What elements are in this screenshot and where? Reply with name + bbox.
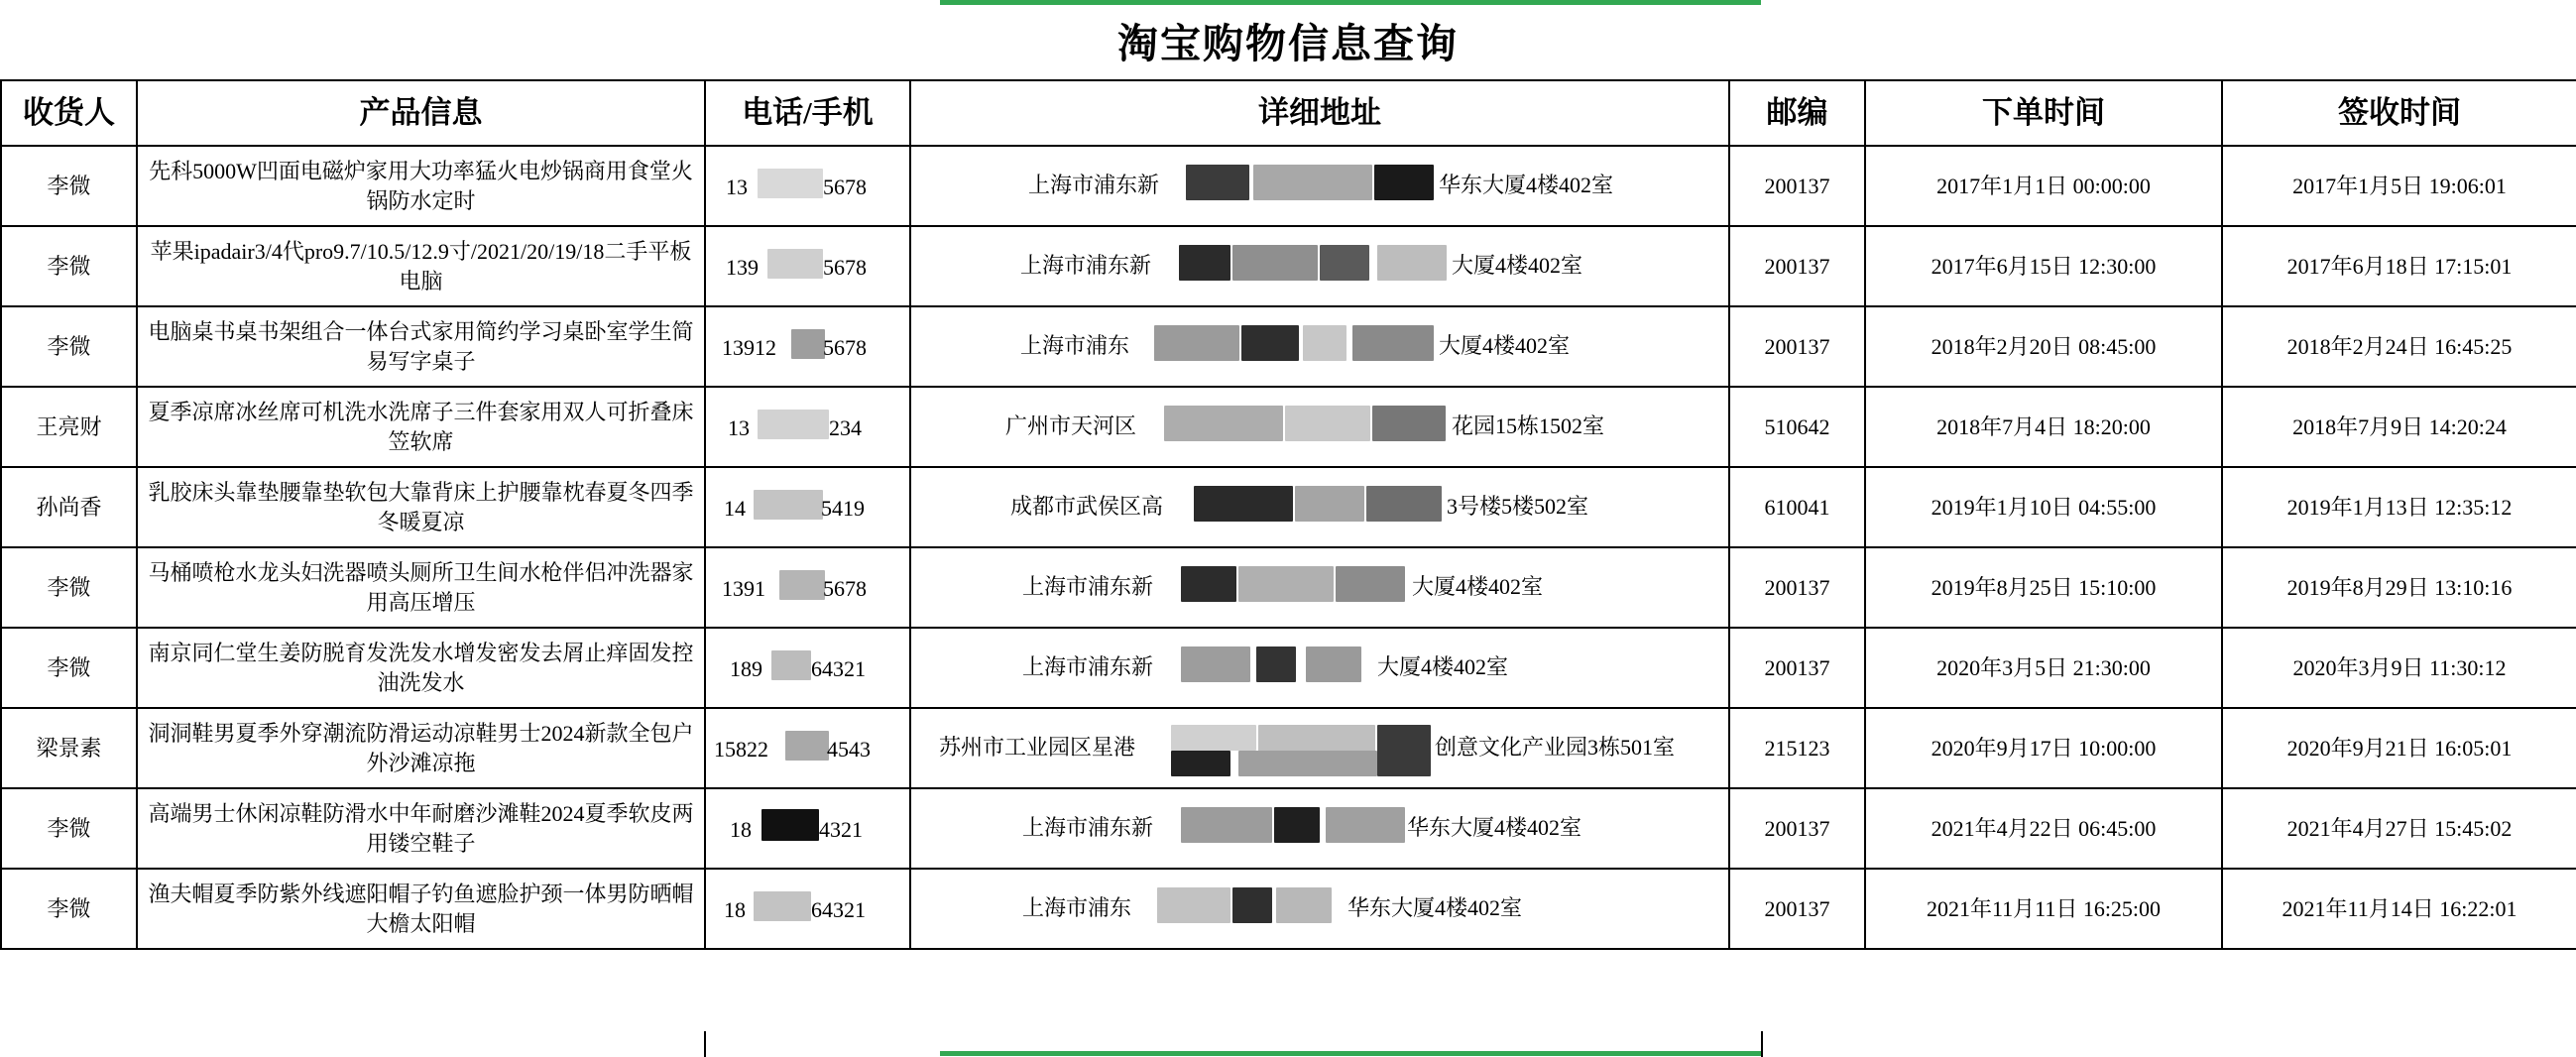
cell-order-time: 2019年1月10日 04:55:00 — [1865, 467, 2222, 547]
redaction-block — [1320, 245, 1369, 281]
cell-address: 上海市浦东新 华东大厦4楼402室 — [910, 146, 1729, 226]
cell-sign-time: 2021年11月14日 16:22:01 — [2222, 869, 2576, 949]
redaction-block — [1154, 325, 1239, 361]
table-row — [1, 547, 2576, 628]
cell-recipient: 李微 — [1, 547, 137, 628]
cell-phone: 15822 4543 — [705, 708, 910, 788]
cell-product: 乳胶床头靠垫腰靠垫软包大靠背床上护腰靠枕春夏冬四季冬暖夏凉 — [137, 467, 705, 547]
cell-address: 上海市浦东新 大厦4楼402室 — [910, 226, 1729, 306]
cell-phone: 13 5678 — [705, 146, 910, 226]
column-header-product: 产品信息 — [137, 80, 705, 146]
cell-postcode: 200137 — [1729, 306, 1865, 387]
cell-postcode: 200137 — [1729, 547, 1865, 628]
redaction-block — [1372, 406, 1446, 441]
table-row — [1, 146, 2576, 226]
cell-product: 马桶喷枪水龙头妇洗器喷头厕所卫生间水枪伴侣冲洗器家用高压增压 — [137, 547, 705, 628]
cell-address: 广州市天河区 花园15栋1502室 — [910, 387, 1729, 467]
redaction-block — [758, 410, 829, 439]
column-header-sign-time: 签收时间 — [2222, 80, 2576, 146]
redaction-block — [1276, 887, 1332, 923]
redaction-block — [1232, 245, 1318, 281]
cell-sign-time: 2017年6月18日 17:15:01 — [2222, 226, 2576, 306]
redaction-block — [1285, 406, 1370, 441]
cell-phone: 139 5678 — [705, 226, 910, 306]
redaction-block — [1253, 165, 1372, 200]
table-row — [1, 788, 2576, 869]
redaction-block — [1306, 646, 1361, 682]
cell-order-time: 2018年7月4日 18:20:00 — [1865, 387, 2222, 467]
cell-postcode: 200137 — [1729, 788, 1865, 869]
cell-sign-time: 2018年7月9日 14:20:24 — [2222, 387, 2576, 467]
redaction-block — [1336, 566, 1405, 602]
page-title: 淘宝购物信息查询 — [1117, 20, 1459, 66]
cell-order-time: 2017年1月1日 00:00:00 — [1865, 146, 2222, 226]
cell-sign-time: 2021年4月27日 15:45:02 — [2222, 788, 2576, 869]
cell-postcode: 510642 — [1729, 387, 1865, 467]
cell-recipient: 李微 — [1, 226, 137, 306]
cell-recipient: 李微 — [1, 628, 137, 708]
cell-order-time: 2019年8月25日 15:10:00 — [1865, 547, 2222, 628]
cell-recipient: 李微 — [1, 788, 137, 869]
cell-phone: 18 4321 — [705, 788, 910, 869]
cell-recipient: 孙尚香 — [1, 467, 137, 547]
cell-product: 渔夫帽夏季防紫外线遮阳帽子钓鱼遮脸护颈一体男防晒帽大檐太阳帽 — [137, 869, 705, 949]
redaction-block — [1274, 807, 1320, 843]
cell-product: 电脑桌书桌书架组合一体台式家用简约学习桌卧室学生简易写字桌子 — [137, 306, 705, 387]
title-bar — [0, 0, 2576, 79]
cell-address: 上海市浦东新 大厦4楼402室 — [910, 547, 1729, 628]
table-row — [1, 708, 2576, 788]
cell-postcode: 215123 — [1729, 708, 1865, 788]
redaction-block — [1256, 646, 1296, 682]
table-body — [1, 146, 2576, 949]
cell-postcode: 200137 — [1729, 628, 1865, 708]
cell-product: 洞洞鞋男夏季外穿潮流防滑运动凉鞋男士2024新款全包户外沙滩凉拖 — [137, 708, 705, 788]
cell-product: 高端男士休闲凉鞋防滑水中年耐磨沙滩鞋2024夏季软皮两用镂空鞋子 — [137, 788, 705, 869]
redaction-block — [1352, 325, 1434, 361]
redaction-block — [1295, 486, 1364, 522]
column-tick-mark — [704, 1031, 706, 1057]
cell-sign-time: 2019年8月29日 13:10:16 — [2222, 547, 2576, 628]
redaction-block — [1179, 245, 1230, 281]
redaction-block — [754, 490, 823, 520]
table-row — [1, 306, 2576, 387]
cell-order-time: 2017年6月15日 12:30:00 — [1865, 226, 2222, 306]
cell-product: 夏季凉席冰丝席可机洗水洗席子三件套家用双人可折叠床笠软席 — [137, 387, 705, 467]
table-header-row — [1, 80, 2576, 146]
cell-product: 南京同仁堂生姜防脱育发洗发水增发密发去屑止痒固发控油洗发水 — [137, 628, 705, 708]
redaction-block — [1157, 887, 1230, 923]
cell-address: 上海市浦东 大厦4楼402室 — [910, 306, 1729, 387]
cell-order-time: 2021年11月11日 16:25:00 — [1865, 869, 2222, 949]
redaction-block — [754, 891, 811, 921]
column-header-order-time: 下单时间 — [1865, 80, 2222, 146]
redaction-block — [1194, 486, 1293, 522]
cell-address: 上海市浦东新 大厦4楼402室 — [910, 628, 1729, 708]
redaction-block — [785, 731, 829, 761]
cell-recipient: 李微 — [1, 306, 137, 387]
cell-sign-time: 2017年1月5日 19:06:01 — [2222, 146, 2576, 226]
redaction-block — [1303, 325, 1347, 361]
redaction-block — [1181, 807, 1272, 843]
cell-address: 苏州市工业园区星港 创意文化产业园3栋501室 — [910, 708, 1729, 788]
column-header-phone: 电话/手机 — [705, 80, 910, 146]
column-header-postcode: 邮编 — [1729, 80, 1865, 146]
bottom-accent-rule — [940, 1051, 1761, 1056]
redaction-block — [1171, 751, 1230, 776]
cell-postcode: 200137 — [1729, 226, 1865, 306]
cell-phone: 14 5419 — [705, 467, 910, 547]
table-row — [1, 387, 2576, 467]
column-header-address: 详细地址 — [910, 80, 1729, 146]
cell-postcode: 200137 — [1729, 869, 1865, 949]
redaction-block — [1377, 725, 1431, 776]
cell-sign-time: 2020年9月21日 16:05:01 — [2222, 708, 2576, 788]
redaction-block — [1326, 807, 1405, 843]
cell-order-time: 2020年3月5日 21:30:00 — [1865, 628, 2222, 708]
redaction-block — [1374, 165, 1434, 200]
redaction-block — [761, 809, 819, 841]
redaction-block — [1238, 566, 1334, 602]
cell-phone: 1391 5678 — [705, 547, 910, 628]
redaction-block — [1186, 165, 1249, 200]
redaction-block — [791, 329, 825, 359]
redaction-block — [767, 249, 823, 279]
table-row — [1, 869, 2576, 949]
cell-phone: 13912 5678 — [705, 306, 910, 387]
cell-postcode: 610041 — [1729, 467, 1865, 547]
cell-phone: 18 64321 — [705, 869, 910, 949]
column-tick-mark — [1761, 1031, 1763, 1057]
cell-product: 苹果ipadair3/4代pro9.7/10.5/12.9寸/2021/20/19/18二手平板电脑 — [137, 226, 705, 306]
cell-phone: 13 234 — [705, 387, 910, 467]
cell-sign-time: 2018年2月24日 16:45:25 — [2222, 306, 2576, 387]
redaction-block — [1241, 325, 1299, 361]
redaction-block — [1377, 245, 1447, 281]
cell-recipient: 李微 — [1, 146, 137, 226]
redaction-block — [1232, 887, 1272, 923]
cell-recipient: 王亮财 — [1, 387, 137, 467]
cell-product: 先科5000W凹面电磁炉家用大功率猛火电炒锅商用食堂火锅防水定时 — [137, 146, 705, 226]
cell-recipient: 梁景素 — [1, 708, 137, 788]
table-row — [1, 467, 2576, 547]
cell-sign-time: 2019年1月13日 12:35:12 — [2222, 467, 2576, 547]
redaction-block — [1181, 566, 1236, 602]
cell-order-time: 2018年2月20日 08:45:00 — [1865, 306, 2222, 387]
redaction-block — [1181, 646, 1250, 682]
redaction-block — [771, 650, 811, 680]
cell-address: 上海市浦东新 华东大厦4楼402室 — [910, 788, 1729, 869]
column-header-recipient: 收货人 — [1, 80, 137, 146]
redaction-block — [758, 169, 823, 198]
table-row — [1, 226, 2576, 306]
cell-postcode: 200137 — [1729, 146, 1865, 226]
cell-order-time: 2021年4月22日 06:45:00 — [1865, 788, 2222, 869]
cell-sign-time: 2020年3月9日 11:30:12 — [2222, 628, 2576, 708]
cell-recipient: 李微 — [1, 869, 137, 949]
cell-phone: 189 64321 — [705, 628, 910, 708]
cell-order-time: 2020年9月17日 10:00:00 — [1865, 708, 2222, 788]
purchase-table — [0, 79, 2576, 950]
redaction-block — [1164, 406, 1283, 441]
redaction-block — [779, 570, 825, 600]
redaction-block — [1238, 751, 1377, 776]
cell-address: 上海市浦东 华东大厦4楼402室 — [910, 869, 1729, 949]
redaction-block — [1171, 725, 1256, 751]
cell-address: 成都市武侯区高 3号楼5楼502室 — [910, 467, 1729, 547]
table-row — [1, 628, 2576, 708]
redaction-block — [1366, 486, 1442, 522]
